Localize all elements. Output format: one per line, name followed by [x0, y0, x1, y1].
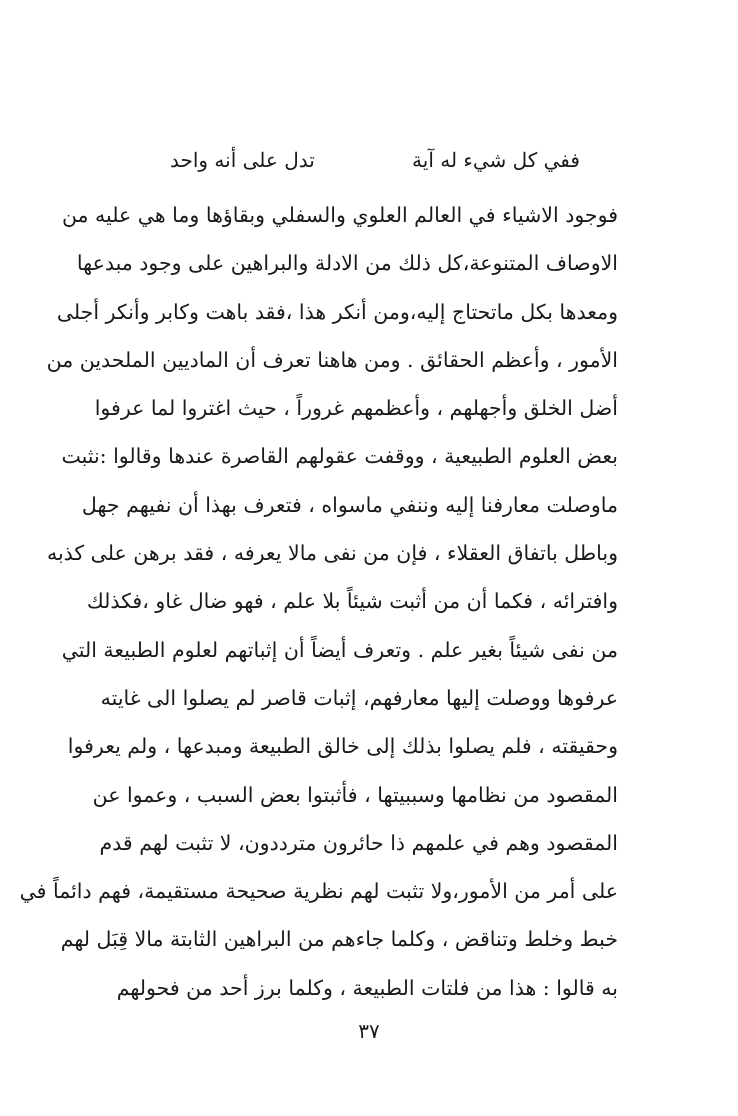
text-line: ومعدها بكل ماتحتاج إليه،ومن أنكر هذا ،فقد باهت وكابر وأنكر أجلى [56, 299, 618, 324]
text-line: وباطل باتفاق العقلاء ، فإن من نفى مالا يعرفه ، فقد برهن على كذبه [46, 541, 618, 566]
body-paragraph [19, 191, 618, 1012]
text-line: أضل الخلق وأجهلهم ، وأعظمهم غروراً ، حيث اغتروا لما عرفوا [94, 396, 618, 421]
page-number: ٣٧ [358, 1019, 380, 1043]
verse-hemistich-second: تدل على أنه واحد [170, 148, 315, 172]
text-line: من نفى شيئاً بغير علم . وتعرف أيضاً أن إثباتهم لعلوم الطبيعة التي [61, 637, 618, 662]
text-line: الاوصاف المتنوعة،كل ذلك من الادلة والبراهين على وجود مبدعها [76, 251, 618, 276]
text-line: المقصود وهم في علمهم ذا حائرون مترددون، لا تثبت لهم قدم [99, 830, 618, 855]
text-line: عرفوها ووصلت إليها معارفهم، إثبات قاصر لم يصلوا الى غايته [100, 685, 618, 710]
text-line: فوجود الاشياء في العالم العلوي والسفلي وبقاؤها وما هي عليه من [61, 203, 618, 227]
text-line: الأمور ، وأعظم الحقائق . ومن هاهنا تعرف أن الماديين الملحدين من [46, 347, 618, 372]
verse-hemistich-first: ففي كل شيء له آية [412, 148, 580, 172]
text-line: وحقيقته ، فلم يصلوا بذلك إلى خالق الطبيعة ومبدعها ، ولم يعرفوا [67, 734, 618, 759]
text-line: به قالوا : هذا من فلتات الطبيعة ، وكلما برز أحد من فحولهم [116, 975, 618, 1000]
poetry-verse [170, 145, 580, 175]
text-line: خبط وخلط وتناقض ، وكلما جاءهم من البراهين الثابتة مالا قِبَل لهم [60, 927, 618, 952]
text-line: وافترائه ، فكما أن من أثبت شيئاً بلا علم ، فهو ضال غاو ،فكذلك [86, 589, 618, 614]
text-line: المقصود من نظامها وسببيتها ، فأثبتوا بعض السبب ، وعموا عن [92, 782, 618, 807]
text-line: على أمر من الأمور،ولا تثبت لهم نظرية صحيحة مستقيمة، فهم دائماً في [19, 879, 618, 904]
text-line: بعض العلوم الطبيعية ، ووقفت عقولهم القاصرة عندها وقالوا :نثبت [61, 444, 618, 469]
text-line: ماوصلت معارفنا إليه وننفي ماسواه ، فتعرف بهذا أن نفيهم جهل [81, 492, 618, 517]
